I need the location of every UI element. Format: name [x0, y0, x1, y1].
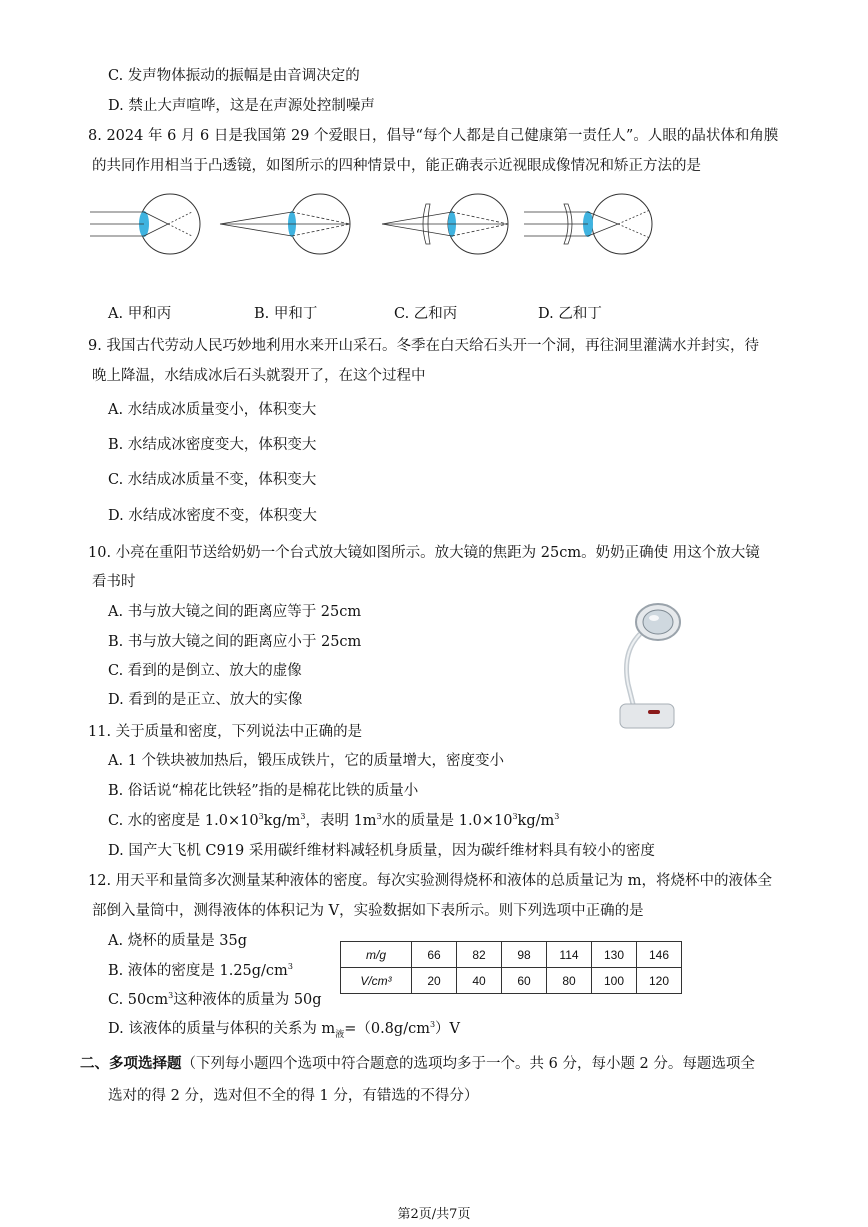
- eye-diagram-4: [522, 190, 658, 258]
- table-row: [341, 942, 682, 968]
- section2-heading: [80, 1054, 755, 1074]
- table-header-m: m/g: [341, 942, 412, 968]
- q12-option-a: A. 烧杯的质量是 35g: [108, 933, 248, 949]
- table-cell: 40: [457, 968, 502, 994]
- q11-option-a: A. 1 个铁块被加热后，锻压成铁片，它的质量增大，密度变小: [108, 753, 505, 769]
- q10-option-b: B. 书与放大镜之间的距离应小于 25cm: [108, 634, 362, 650]
- q8-option-d: D. 乙和丁: [538, 306, 602, 322]
- table-cell: 98: [502, 942, 547, 968]
- section2-desc-line1: （下列每小题四个选项中符合题意的选项均多于一个。共 6 分，每小题 2 分。每题选项全: [181, 1056, 755, 1072]
- page-footer: 第2页/共7页: [397, 1207, 471, 1222]
- q12-data-table: [340, 941, 682, 994]
- table-cell: 114: [547, 942, 592, 968]
- section2-title: 二、多项选择题: [80, 1055, 182, 1072]
- table-cell: 80: [547, 968, 592, 994]
- section2-desc-line2: 选对的得 2 分，选对但不全的得 1 分，有错选的不得分）: [108, 1088, 479, 1104]
- table-cell: 20: [412, 968, 457, 994]
- q9-option-b: B. 水结成冰密度变大，体积变大: [108, 437, 317, 453]
- q11-option-b: B. 俗话说“棉花比铁轻”指的是棉花比铁的质量小: [108, 783, 419, 799]
- q7-option-d: D. 禁止大声喧哗，这是在声源处控制噪声: [108, 98, 375, 114]
- eye-diagram-1: [88, 190, 204, 258]
- table-cell: 130: [592, 942, 637, 968]
- table-header-v: V/cm³: [341, 968, 412, 994]
- table-cell: 146: [637, 942, 682, 968]
- q8-stem-line1: 8. 2024 年 6 月 6 日是我国第 29 个爱眼日，倡导“每个人都是自己健康第一责任人”。人眼的晶状体和角膜: [88, 128, 779, 144]
- q12-option-b: B. 液体的密度是 $1.25g/cm^3$: [108, 962, 293, 979]
- q9-option-d: D. 水结成冰密度不变，体积变大: [108, 508, 317, 524]
- q10-stem-line2: 看书时: [92, 574, 136, 590]
- q9-option-a: A. 水结成冰质量变小，体积变大: [108, 402, 317, 418]
- q10-stem-line1: 10. 小亮在重阳节送给奶奶一个台式放大镜如图所示。放大镜的焦距为 25cm。奶奶正确使 用这个放大镜: [88, 545, 760, 561]
- table-cell: 100: [592, 968, 637, 994]
- q12-option-c: C. $50cm^3$这种液体的质量为 50g: [108, 991, 322, 1008]
- q9-stem-line1: 9. 我国古代劳动人民巧妙地利用水来开山采石。冬季在白天给石头开一个洞，再往洞里灌满水并封实，待: [88, 338, 759, 354]
- q8-option-c: C. 乙和丙: [394, 306, 458, 322]
- table-cell: 82: [457, 942, 502, 968]
- q12-option-d: D. 该液体的质量与体积的关系为 $m_液=(0.8g/cm^3)V$: [108, 1020, 461, 1040]
- table-cell: 66: [412, 942, 457, 968]
- q9-stem-line2: 晚上降温，水结成冰后石头就裂开了，在这个过程中: [92, 368, 426, 384]
- table-cell: 60: [502, 968, 547, 994]
- q8-stem-line2: 的共同作用相当于凸透镜，如图所示的四种情景中，能正确表示近视眼成像情况和矫正方法的是: [92, 158, 701, 174]
- eye-diagram-3: [380, 190, 516, 258]
- q8-option-b: B. 甲和丁: [254, 306, 318, 322]
- q12-stem-line2: 部倒入量筒中，测得液体的体积记为 V，实验数据如下表所示。则下列选项中正确的是: [92, 903, 644, 919]
- q9-option-c: C. 水结成冰质量不变，体积变大: [108, 472, 317, 488]
- table-row: [341, 968, 682, 994]
- q10-option-c: C. 看到的是倒立、放大的虚像: [108, 663, 302, 679]
- q7-option-c: C. 发声物体振动的振幅是由音调决定的: [108, 68, 360, 84]
- q8-option-a: A. 甲和丙: [108, 306, 172, 322]
- table-cell: 120: [637, 968, 682, 994]
- q11-option-c: C. 水的密度是 $1.0\times 10^3kg/m^3$，表明 $1m^3$水的质量是 $1.0\times 10^3kg/m^3$: [108, 812, 560, 829]
- eye-diagram-2: [218, 190, 354, 258]
- q12-stem-line1: 12. 用天平和量筒多次测量某种液体的密度。每次实验测得烧杯和液体的总质量记为 m，将烧杯中的液体全: [88, 873, 773, 889]
- desk-magnifier-image: [610, 596, 692, 732]
- q10-option-a: A. 书与放大镜之间的距离应等于 25cm: [108, 604, 362, 620]
- q11-option-d: D. 国产大飞机 C919 采用碳纤维材料减轻机身质量，因为碳纤维材料具有较小的密度: [108, 843, 655, 859]
- q10-option-d: D. 看到的是正立、放大的实像: [108, 692, 303, 708]
- q11-stem: 11. 关于质量和密度，下列说法中正确的是: [88, 724, 363, 740]
